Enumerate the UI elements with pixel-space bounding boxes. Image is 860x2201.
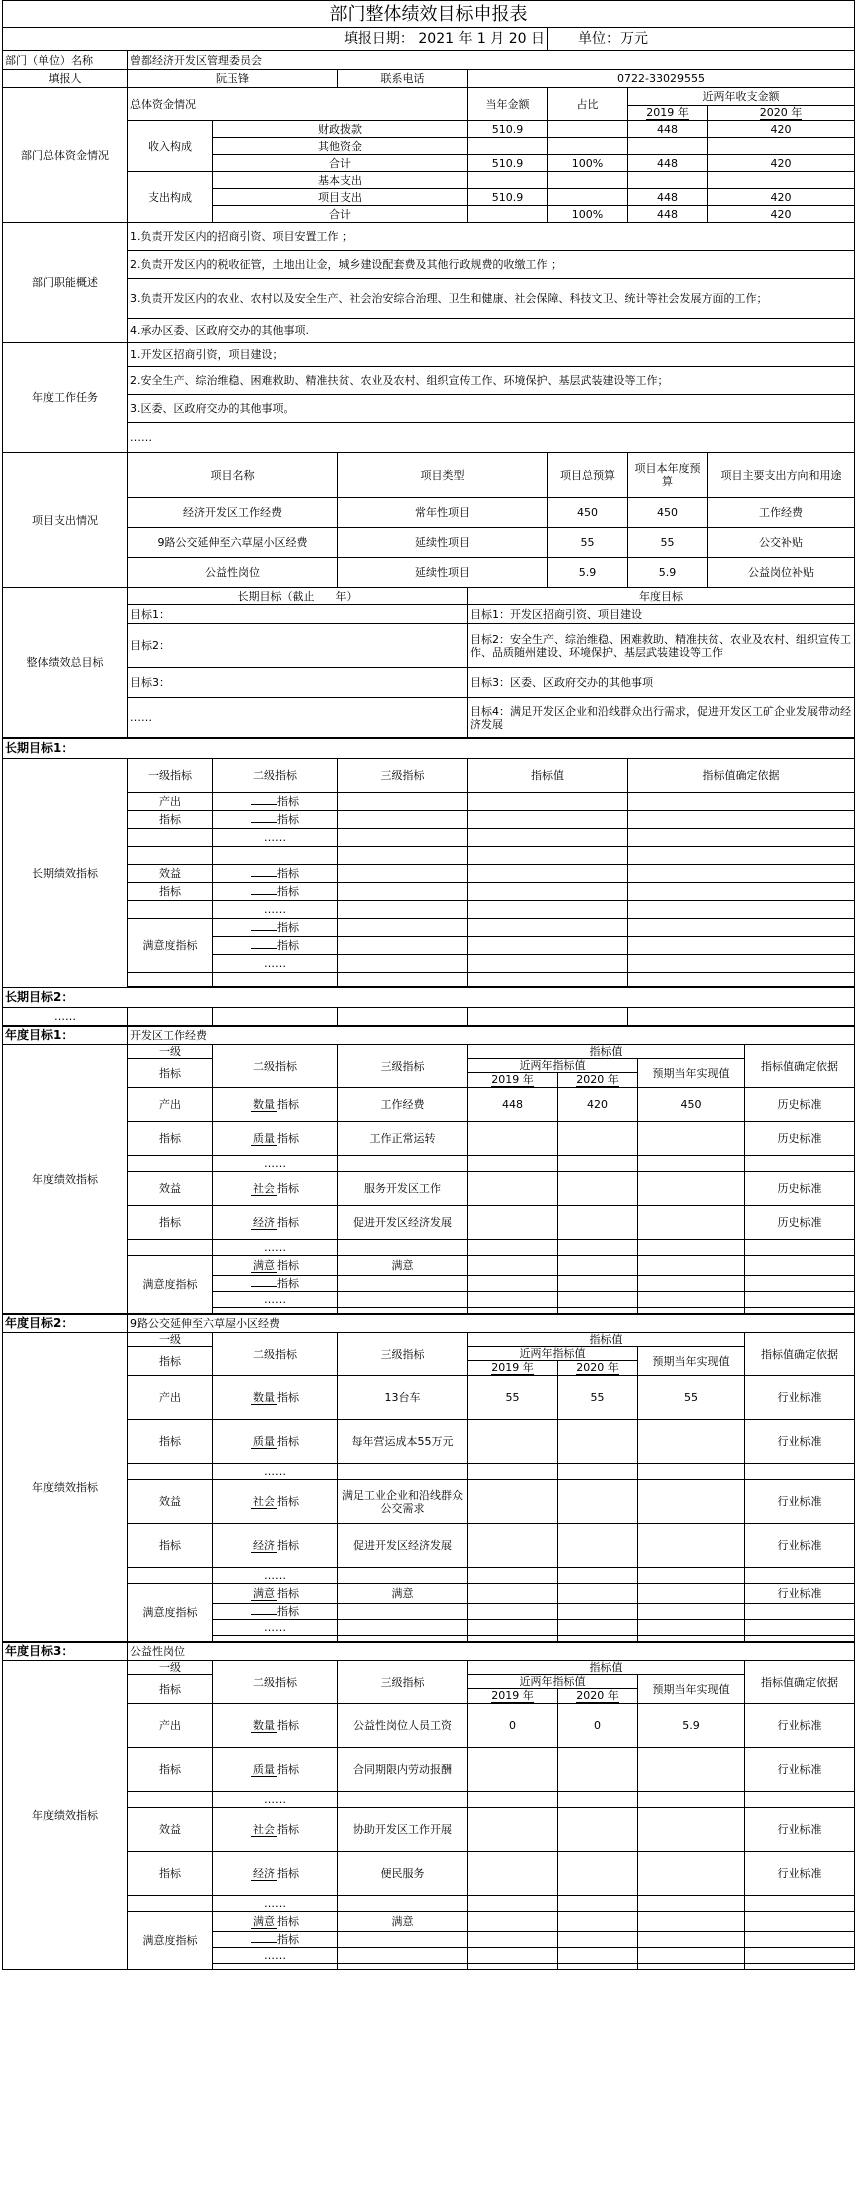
expense-total-2019: 448 bbox=[628, 206, 708, 223]
value-2019 bbox=[468, 1912, 558, 1932]
basis: 行业标准 bbox=[745, 1808, 855, 1852]
annual-goal-table bbox=[2, 1642, 855, 1970]
third-level-indicator: 满意 bbox=[338, 1584, 468, 1604]
third-level-indicator: 协助开发区工作开展 bbox=[338, 1808, 468, 1852]
first-level-indicator: 指标 bbox=[128, 1852, 213, 1896]
annual-goal: 目标2：安全生产、综治维稳、困难救助、精准扶贫、农业及农村、组织宣传工作、品质随州建设、环境保护、基层武装建设等工作 bbox=[468, 624, 855, 668]
header-2019: 2019 年 bbox=[468, 1073, 558, 1088]
expected-value: 55 bbox=[638, 1376, 745, 1420]
unit-label: 单位：万元 bbox=[548, 28, 855, 51]
funds-2019-header: 2019 年 bbox=[628, 106, 708, 121]
proj-total: 5.9 bbox=[548, 558, 628, 588]
third-level-indicator: 13台车 bbox=[338, 1376, 468, 1420]
basis: 历史标准 bbox=[745, 1172, 855, 1206]
basic-ratio bbox=[548, 172, 628, 189]
annual-goal: 目标4：满足开发区企业和沿线群众出行需求，促进开发区工矿企业发展带动经济发展 bbox=[468, 698, 855, 738]
value-2020 bbox=[558, 1420, 638, 1464]
value-2019 bbox=[468, 1420, 558, 1464]
funds-prev-header: 近两年收支金额 bbox=[628, 88, 855, 106]
other-funds-label: 其他资金 bbox=[213, 138, 468, 155]
function-item: 3.负责开发区内的农业、农村以及安全生产、社会治安综合治理、卫生和健康、社会保障、科技文卫、统计等社会发展方面的工作； bbox=[128, 279, 855, 319]
value-2019: 55 bbox=[468, 1376, 558, 1420]
third-level-indicator: 服务开发区工作 bbox=[338, 1172, 468, 1206]
expected-value: 450 bbox=[638, 1088, 745, 1122]
value-2020: 55 bbox=[558, 1376, 638, 1420]
value-2019: 0 bbox=[468, 1704, 558, 1748]
funds-2020-header: 2020 年 bbox=[708, 106, 855, 121]
lt1-second: 指标 bbox=[213, 811, 338, 829]
first-level-indicator: 满意度指标 bbox=[128, 1912, 213, 1970]
project-cur: 510.9 bbox=[468, 189, 548, 206]
income-total-label: 合计 bbox=[213, 155, 468, 172]
header-expected: 预期当年实现值 bbox=[638, 1675, 745, 1704]
task-item: …… bbox=[128, 423, 855, 453]
lt1-second: 指标 bbox=[213, 865, 338, 883]
project-2020: 420 bbox=[708, 189, 855, 206]
fiscal-2019: 448 bbox=[628, 121, 708, 138]
value-2020 bbox=[558, 1256, 638, 1276]
header-value: 指标值 bbox=[468, 1661, 745, 1675]
expected-value bbox=[638, 1256, 745, 1276]
proj-header-name: 项目名称 bbox=[128, 453, 338, 498]
project-2019: 448 bbox=[628, 189, 708, 206]
header-prev-values: 近两年指标值 bbox=[468, 1059, 638, 1073]
yt3-label: 年度目标3： bbox=[3, 1643, 128, 1661]
first-level-indicator: 满意度指标 bbox=[128, 1256, 213, 1314]
basis: 行业标准 bbox=[745, 1480, 855, 1524]
expected-value bbox=[638, 1122, 745, 1156]
fiscal-2020: 420 bbox=[708, 121, 855, 138]
second-level-indicator: 数量 指标 bbox=[213, 1704, 338, 1748]
function-item: 2.负责开发区内的税收征管，土地出让金，城乡建设配套费及其他行政规费的收缴工作 ； bbox=[128, 251, 855, 279]
value-2020 bbox=[558, 1172, 638, 1206]
proj-header-year: 项目本年度预算 bbox=[628, 453, 708, 498]
header-2019: 2019 年 bbox=[468, 1689, 558, 1704]
yt3-name: 公益性岗位 bbox=[128, 1643, 855, 1661]
ellipsis: …… bbox=[213, 1568, 338, 1584]
long-term-table bbox=[2, 738, 855, 1026]
lt1-second: 指标 bbox=[213, 937, 338, 955]
second-level-indicator: 经济 指标 bbox=[213, 1206, 338, 1240]
funds-section-label: 部门总体资金情况 bbox=[3, 88, 128, 223]
second-level-indicator: 质量 指标 bbox=[213, 1122, 338, 1156]
lt1-dots: …… bbox=[213, 901, 338, 919]
annual-goals bbox=[2, 1026, 854, 1970]
third-level-indicator: 便民服务 bbox=[338, 1852, 468, 1896]
second-level-indicator: 数量 指标 bbox=[213, 1088, 338, 1122]
basic-2019 bbox=[628, 172, 708, 189]
other-ratio bbox=[548, 138, 628, 155]
income-total-cur: 510.9 bbox=[468, 155, 548, 172]
proj-year: 55 bbox=[628, 528, 708, 558]
header-first-level-2: 指标 bbox=[128, 1059, 213, 1088]
proj-use: 工作经费 bbox=[708, 498, 855, 528]
proj-name: 9路公交延伸至六草屋小区经费 bbox=[128, 528, 338, 558]
other-2020 bbox=[708, 138, 855, 155]
third-level-indicator: 工作经费 bbox=[338, 1088, 468, 1122]
value-2020 bbox=[558, 1584, 638, 1604]
ellipsis: …… bbox=[213, 1464, 338, 1480]
proj-use: 公交补贴 bbox=[708, 528, 855, 558]
value-2020 bbox=[558, 1912, 638, 1932]
first-level-indicator: 效益 bbox=[128, 1480, 213, 1524]
second-level-indicator: 经济 指标 bbox=[213, 1524, 338, 1568]
ellipsis: …… bbox=[213, 1620, 338, 1636]
yt3-section-label: 年度绩效指标 bbox=[3, 1661, 128, 1970]
basis: 行业标准 bbox=[745, 1524, 855, 1568]
third-level-indicator: 合同期限内劳动报酬 bbox=[338, 1748, 468, 1792]
second-level-indicator: 满意 指标 bbox=[213, 1256, 338, 1276]
proj-year: 5.9 bbox=[628, 558, 708, 588]
annual-goal-header: 年度目标 bbox=[468, 588, 855, 605]
expected-value bbox=[638, 1852, 745, 1896]
basis: 行业标准 bbox=[745, 1584, 855, 1604]
long-goal: 目标1： bbox=[128, 605, 468, 624]
header-first-level-2: 指标 bbox=[128, 1675, 213, 1704]
funds-cur-header: 当年金额 bbox=[468, 88, 548, 121]
first-level-indicator: 指标 bbox=[128, 1122, 213, 1156]
yt1-section-label: 年度绩效指标 bbox=[3, 1045, 128, 1314]
ellipsis: …… bbox=[213, 1896, 338, 1912]
income-label: 收入构成 bbox=[128, 121, 213, 172]
expected-value bbox=[638, 1912, 745, 1932]
annual-goal: 目标3：区委、区政府交办的其他事项 bbox=[468, 668, 855, 698]
proj-name: 经济开发区工作经费 bbox=[128, 498, 338, 528]
funds-ratio-header: 占比 bbox=[548, 88, 628, 121]
yt2-label: 年度目标2： bbox=[3, 1315, 128, 1333]
fiscal-ratio bbox=[548, 121, 628, 138]
proj-year: 450 bbox=[628, 498, 708, 528]
second-level-indicator: 满意 指标 bbox=[213, 1912, 338, 1932]
second-level-indicator: 社会 指标 bbox=[213, 1480, 338, 1524]
header-prev-values: 近两年指标值 bbox=[468, 1675, 638, 1689]
expected-value bbox=[638, 1524, 745, 1568]
funds-total-label: 总体资金情况 bbox=[128, 88, 468, 121]
header-prev-values: 近两年指标值 bbox=[468, 1347, 638, 1361]
basis: 历史标准 bbox=[745, 1122, 855, 1156]
basic-2020 bbox=[708, 172, 855, 189]
yt1-name: 开发区工作经费 bbox=[128, 1027, 855, 1045]
expense-total-ratio: 100% bbox=[548, 206, 628, 223]
lt1-section-label: 长期绩效指标 bbox=[3, 759, 128, 988]
ellipsis: …… bbox=[213, 1948, 338, 1964]
expense-total-2020: 420 bbox=[708, 206, 855, 223]
fill-date: 填报日期： 2021 年 1 月 20 日 bbox=[3, 28, 548, 51]
third-level-indicator: 满足工业企业和沿线群众公交需求 bbox=[338, 1480, 468, 1524]
expected-value bbox=[638, 1748, 745, 1792]
proj-use: 公益岗位补贴 bbox=[708, 558, 855, 588]
value-2020 bbox=[558, 1524, 638, 1568]
header-2019: 2019 年 bbox=[468, 1361, 558, 1376]
yt1-label: 年度目标1： bbox=[3, 1027, 128, 1045]
value-2020 bbox=[558, 1122, 638, 1156]
basic-label: 基本支出 bbox=[213, 172, 468, 189]
annual-goal: 目标1：开发区招商引资、项目建设 bbox=[468, 605, 855, 624]
lt2-label: 长期目标2： bbox=[3, 988, 855, 1008]
third-level-indicator: 每年营运成本55万元 bbox=[338, 1420, 468, 1464]
filler-name: 阮玉锋 bbox=[128, 70, 338, 88]
other-cur bbox=[468, 138, 548, 155]
expense-total-label: 合计 bbox=[213, 206, 468, 223]
ellipsis: …… bbox=[213, 1292, 338, 1308]
header-second-level: 二级指标 bbox=[213, 1661, 338, 1704]
expected-value bbox=[638, 1480, 745, 1524]
projects-section-label: 项目支出情况 bbox=[3, 453, 128, 588]
first-level-indicator: 指标 bbox=[128, 1420, 213, 1464]
first-level-indicator: 指标 bbox=[128, 1206, 213, 1240]
proj-total: 450 bbox=[548, 498, 628, 528]
header-second-level: 二级指标 bbox=[213, 1045, 338, 1088]
basis bbox=[745, 1912, 855, 1932]
basis bbox=[745, 1256, 855, 1276]
header-second-level: 二级指标 bbox=[213, 1333, 338, 1376]
income-total-2019: 448 bbox=[628, 155, 708, 172]
third-level-indicator: 满意 bbox=[338, 1912, 468, 1932]
second-level-indicator: 质量 指标 bbox=[213, 1420, 338, 1464]
long-goal: 目标2： bbox=[128, 624, 468, 668]
value-2020 bbox=[558, 1206, 638, 1240]
dept-name-label: 部门（单位）名称 bbox=[3, 51, 128, 70]
lt1-header-value: 指标值 bbox=[468, 759, 628, 793]
second-level-indicator: 指标 bbox=[213, 1604, 338, 1620]
yt2-name: 9路公交延伸至六草屋小区经费 bbox=[128, 1315, 855, 1333]
header-2020: 2020 年 bbox=[558, 1073, 638, 1088]
lt1-first: 指标 bbox=[128, 883, 213, 901]
basis: 行业标准 bbox=[745, 1376, 855, 1420]
header-expected: 预期当年实现值 bbox=[638, 1059, 745, 1088]
value-2019 bbox=[468, 1748, 558, 1792]
value-2020 bbox=[558, 1852, 638, 1896]
lt1-dots: …… bbox=[213, 955, 338, 973]
main-table bbox=[2, 0, 855, 738]
value-2020: 0 bbox=[558, 1704, 638, 1748]
header-value: 指标值 bbox=[468, 1333, 745, 1347]
value-2019 bbox=[468, 1480, 558, 1524]
lt1-first: 效益 bbox=[128, 865, 213, 883]
fiscal-cur: 510.9 bbox=[468, 121, 548, 138]
value-2019 bbox=[468, 1524, 558, 1568]
second-level-indicator: 社会 指标 bbox=[213, 1172, 338, 1206]
lt1-first: 指标 bbox=[128, 811, 213, 829]
first-level-indicator: 指标 bbox=[128, 1748, 213, 1792]
functions-section-label: 部门职能概述 bbox=[3, 223, 128, 343]
yt2-section-label: 年度绩效指标 bbox=[3, 1333, 128, 1642]
header-third-level: 三级指标 bbox=[338, 1333, 468, 1376]
second-level-indicator: 质量 指标 bbox=[213, 1748, 338, 1792]
fiscal-label: 财政拨款 bbox=[213, 121, 468, 138]
income-total-2020: 420 bbox=[708, 155, 855, 172]
second-level-indicator: 数量 指标 bbox=[213, 1376, 338, 1420]
header-basis: 指标值确定依据 bbox=[745, 1661, 855, 1704]
lt1-first: 满意度指标 bbox=[128, 919, 213, 973]
annual-goal-table bbox=[2, 1314, 855, 1642]
proj-header-total: 项目总预算 bbox=[548, 453, 628, 498]
first-level-indicator: 产出 bbox=[128, 1704, 213, 1748]
long-goal: 目标3： bbox=[128, 668, 468, 698]
value-2020 bbox=[558, 1480, 638, 1524]
lt2-dots: …… bbox=[3, 1008, 128, 1026]
first-level-indicator: 效益 bbox=[128, 1172, 213, 1206]
header-first-level: 一级 bbox=[128, 1045, 213, 1059]
task-item: 2.安全生产、综治维稳、困难救助、精准扶贫、农业及农村、组织宣传工作、环境保护、基层武装建设等工作； bbox=[128, 367, 855, 395]
task-item: 3.区委、区政府交办的其他事项。 bbox=[128, 395, 855, 423]
expense-total-cur bbox=[468, 206, 548, 223]
value-2019 bbox=[468, 1122, 558, 1156]
page-title: 部门整体绩效目标申报表 bbox=[3, 1, 855, 28]
lt1-header-basis: 指标值确定依据 bbox=[628, 759, 855, 793]
proj-name: 公益性岗位 bbox=[128, 558, 338, 588]
header-basis: 指标值确定依据 bbox=[745, 1045, 855, 1088]
function-item: 4.承办区委、区政府交办的其他事项. bbox=[128, 319, 855, 343]
annual-goal-table bbox=[2, 1026, 855, 1314]
expense-label: 支出构成 bbox=[128, 172, 213, 223]
long-goal-header: 长期目标（截止 年） bbox=[128, 588, 468, 605]
header-first-level-2: 指标 bbox=[128, 1347, 213, 1376]
filler-label: 填报人 bbox=[3, 70, 128, 88]
value-2019 bbox=[468, 1584, 558, 1604]
header-first-level: 一级 bbox=[128, 1661, 213, 1675]
lt1-label: 长期目标1： bbox=[3, 739, 855, 759]
task-item: 1.开发区招商引资，项目建设； bbox=[128, 343, 855, 367]
long-goal: …… bbox=[128, 698, 468, 738]
value-2019 bbox=[468, 1808, 558, 1852]
third-level-indicator: 促进开发区经济发展 bbox=[338, 1524, 468, 1568]
first-level-indicator: 满意度指标 bbox=[128, 1584, 213, 1642]
proj-header-use: 项目主要支出方向和用途 bbox=[708, 453, 855, 498]
lt1-second: 指标 bbox=[213, 919, 338, 937]
basis: 行业标准 bbox=[745, 1420, 855, 1464]
expected-value bbox=[638, 1420, 745, 1464]
second-level-indicator: 满意 指标 bbox=[213, 1584, 338, 1604]
value-2020: 420 bbox=[558, 1088, 638, 1122]
first-level-indicator: 产出 bbox=[128, 1376, 213, 1420]
dept-name: 曾都经济开发区管理委员会 bbox=[128, 51, 855, 70]
third-level-indicator: 工作正常运转 bbox=[338, 1122, 468, 1156]
header-2020: 2020 年 bbox=[558, 1361, 638, 1376]
lt1-second: 指标 bbox=[213, 793, 338, 811]
value-2019 bbox=[468, 1172, 558, 1206]
lt1-header-second: 二级指标 bbox=[213, 759, 338, 793]
value-2019 bbox=[468, 1852, 558, 1896]
value-2020 bbox=[558, 1808, 638, 1852]
value-2020 bbox=[558, 1748, 638, 1792]
expected-value: 5.9 bbox=[638, 1704, 745, 1748]
second-level-indicator: 社会 指标 bbox=[213, 1808, 338, 1852]
first-level-indicator: 产出 bbox=[128, 1088, 213, 1122]
function-item: 1.负责开发区内的招商引资、项目安置工作 ； bbox=[128, 223, 855, 251]
header-first-level: 一级 bbox=[128, 1333, 213, 1347]
third-level-indicator: 促进开发区经济发展 bbox=[338, 1206, 468, 1240]
header-value: 指标值 bbox=[468, 1045, 745, 1059]
value-2019 bbox=[468, 1256, 558, 1276]
first-level-indicator: 效益 bbox=[128, 1808, 213, 1852]
proj-header-type: 项目类型 bbox=[338, 453, 548, 498]
basis: 行业标准 bbox=[745, 1852, 855, 1896]
second-level-indicator: 经济 指标 bbox=[213, 1852, 338, 1896]
basis: 历史标准 bbox=[745, 1206, 855, 1240]
proj-type: 常年性项目 bbox=[338, 498, 548, 528]
phone: 0722-33029555 bbox=[468, 70, 855, 88]
header-basis: 指标值确定依据 bbox=[745, 1333, 855, 1376]
lt1-header-third: 三级指标 bbox=[338, 759, 468, 793]
second-level-indicator: 指标 bbox=[213, 1932, 338, 1948]
expected-value bbox=[638, 1172, 745, 1206]
value-2019 bbox=[468, 1206, 558, 1240]
expected-value bbox=[638, 1808, 745, 1852]
header-2020: 2020 年 bbox=[558, 1689, 638, 1704]
lt1-header-first: 一级指标 bbox=[128, 759, 213, 793]
third-level-indicator: 公益性岗位人员工资 bbox=[338, 1704, 468, 1748]
lt1-second: 指标 bbox=[213, 883, 338, 901]
basis: 行业标准 bbox=[745, 1704, 855, 1748]
value-2019: 448 bbox=[468, 1088, 558, 1122]
tasks-section-label: 年度工作任务 bbox=[3, 343, 128, 453]
second-level-indicator: 指标 bbox=[213, 1276, 338, 1292]
expected-value bbox=[638, 1584, 745, 1604]
ellipsis: …… bbox=[213, 1156, 338, 1172]
header-third-level: 三级指标 bbox=[338, 1661, 468, 1704]
other-2019 bbox=[628, 138, 708, 155]
project-label: 项目支出 bbox=[213, 189, 468, 206]
expected-value bbox=[638, 1206, 745, 1240]
basis: 历史标准 bbox=[745, 1088, 855, 1122]
lt1-dots: …… bbox=[213, 829, 338, 847]
phone-label: 联系电话 bbox=[338, 70, 468, 88]
report-page bbox=[2, 0, 854, 1970]
ellipsis: …… bbox=[213, 1792, 338, 1808]
income-total-ratio: 100% bbox=[548, 155, 628, 172]
ellipsis: …… bbox=[213, 1240, 338, 1256]
proj-type: 延续性项目 bbox=[338, 558, 548, 588]
basis: 行业标准 bbox=[745, 1748, 855, 1792]
project-ratio bbox=[548, 189, 628, 206]
third-level-indicator: 满意 bbox=[338, 1256, 468, 1276]
basic-cur bbox=[468, 172, 548, 189]
header-expected: 预期当年实现值 bbox=[638, 1347, 745, 1376]
proj-total: 55 bbox=[548, 528, 628, 558]
overall-section-label: 整体绩效总目标 bbox=[3, 588, 128, 738]
proj-type: 延续性项目 bbox=[338, 528, 548, 558]
header-third-level: 三级指标 bbox=[338, 1045, 468, 1088]
first-level-indicator: 指标 bbox=[128, 1524, 213, 1568]
lt1-first: 产出 bbox=[128, 793, 213, 811]
